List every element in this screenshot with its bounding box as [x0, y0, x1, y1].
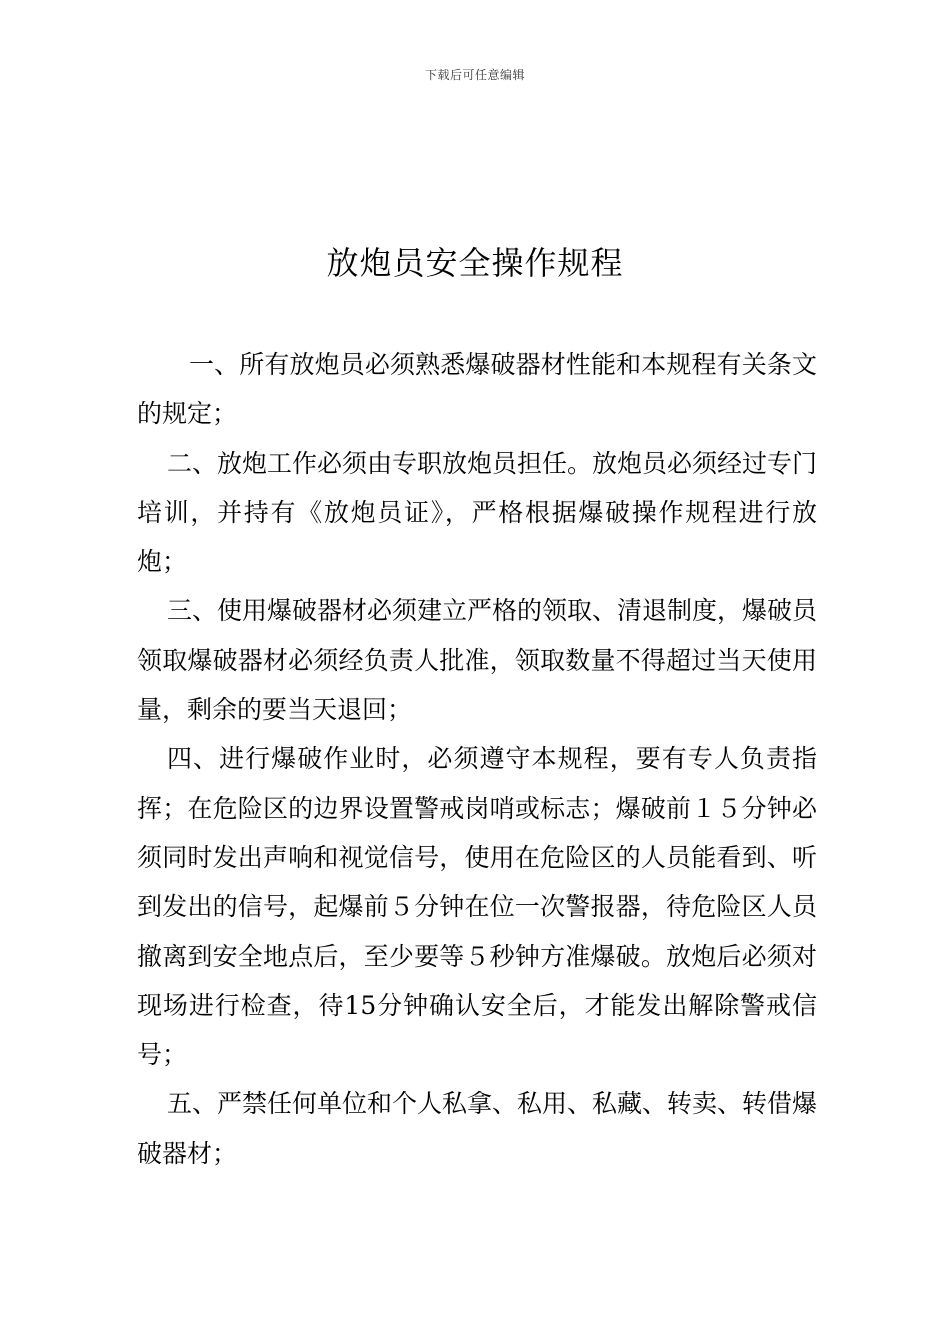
paragraph-2: 二、放炮工作必须由专职放炮员担任。放炮员必须经过专门培训，并持有《放炮员证》，严格根据爆破操作规程进行放炮； [137, 448, 818, 577]
paragraph-4: 四、进行爆破作业时，必须遵守本规程，要有专人负责指挥；在危险区的边界设置警戒岗哨或标志；爆破前１５分钟必须同时发出声响和视觉信号，使用在危险区的人员能看到、听到发出的信号，起爆前５分钟在位一次警报器，待危险区人员撤离到安全地点后，至少要等５秒钟方准爆破。放炮后必须对现场进行检查，待15分钟确认安全后，才能发出解除警戒信号； [137, 744, 817, 1070]
document-title: 放炮员安全操作规程 [326, 244, 624, 282]
header-note: 下载后可任意编辑 [424, 68, 525, 82]
paragraph-1: 一、所有放炮员必须熟悉爆破器材性能和本规程有关条文的规定； [137, 350, 817, 429]
paragraph-3: 三、使用爆破器材必须建立严格的领取、清退制度，爆破员领取爆破器材必须经负责人批准，领取数量不得超过当天使用量，剩余的要当天退回； [137, 596, 818, 725]
paragraph-5: 五、严禁任何单位和个人私拿、私用、私藏、转卖、转借爆破器材； [137, 1089, 818, 1168]
document-body [137, 340, 817, 1178]
